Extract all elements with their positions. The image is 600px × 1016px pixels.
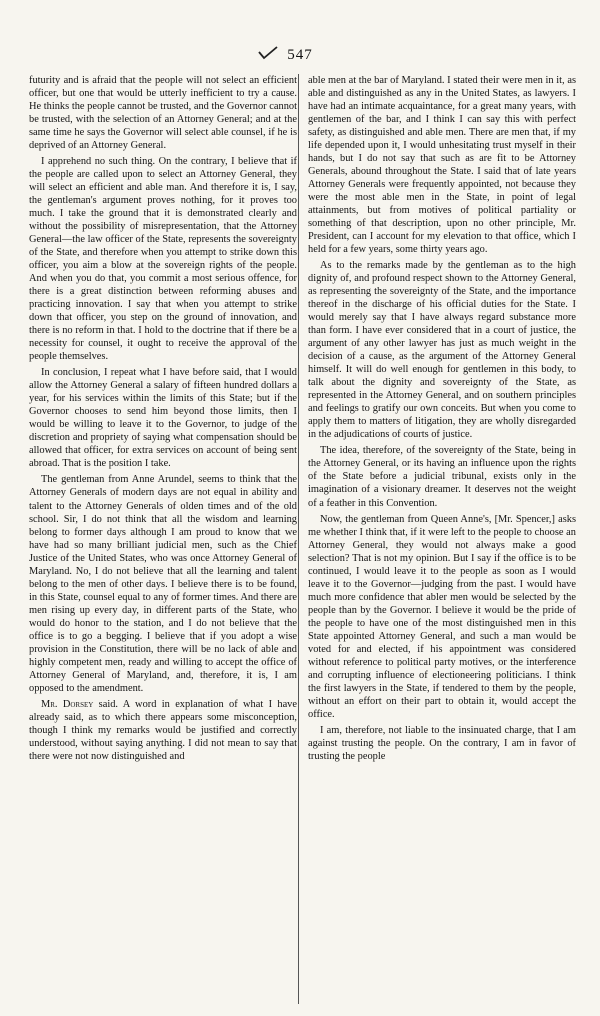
column-divider [298,74,299,1004]
paragraph: I apprehend no such thing. On the contrary, I believe that if the people are called upon to select an Attorney General, they will select an efficient and able man. And therefore it is, I say, the gentleman's argument proves nothing, for it proves too much. I take the ground that it is demonstrated clearly and without the possibility of misrepresentation, that the Attorney General—the law officer of the State, represents the sovereignty of the State, and therefore when you attempt to strike down this officer, you aim a blow at the sovereign rights of the people. And when you do that, you commit a most serious offence, for there is a great distinction between reforming abuses and practicing innovation. I say that when you attempt to strike down that officer, you step on the ground of innovation, and there is no reform in that. I hold to the doctrine that if there be a necessity for counsel, it ought to receive the approval of the people themselves. [29,156,297,363]
paragraph: As to the remarks made by the gentleman as to the high dignity of, and profound respect shown to the Attorney General, as representing the sovereignty of the State, and the importance thereof in the discharge of his official duties for the State. I would merely say that I have always regard substance more than form. I have ever considered that in a court of justice, the argument of any other lawyer has just as much weight in the decision of a cause, as the argument of the Attorney General himself. It will do well enough for gentlemen in this body, to talk about the dignity and sovereignty of the State, as represented in the Attorney General, and on southern principles and feelings to gratify our own conceits. But when you come to apply them to matters of litigation, they are wholly disregarded in the adjudications of courts of justice. [308,260,576,441]
paragraph: Now, the gentleman from Queen Anne's, [Mr. Spencer,] asks me whether I think that, if it were left to the people to choose an Attorney General, they would not always make a good selection? That is not my opinion. But I say if the office is to be continued, I would leave it to the people as soon as I would leave it to the Governor—judging from the past. I would have much more confidence that abler men would be selected by the people than by the Governor. I believe it would be the pride of the people to have one of the most distinguished men in this State appointed Attorney General, and such a man would be voted for and elected, if his appointment was considered without reference to political party motives, or the interference and corrupting influence of electioneering politicians. I think the first lawyers in the State, if tendered to them by the people, without an effort on their part to obtain it, would accept the office. [308,513,576,720]
paragraph: futurity and is afraid that the people will not select an efficient officer, but one that would be utterly inefficient to try a cause. He thinks the people cannot be trusted, and the Governor cannot be trusted, with the selection of an Attorney General; and at the same time he says the Governor will select able counsel, if he is deprived of an Attorney General. [29,75,297,152]
paragraph: The gentleman from Anne Arundel, seems to think that the Attorney Generals of modern days are not equal in ability and talent to the Attorney Generals of olden times and of the old school. Sir, I do not think that all the wisdom and learning belong to former days although I am proud to know that we have had so many brilliant judicial men, such as the Chief Justice of the United States, who was once Attorney General of Maryland. No, I do not believe that all the learning and talent belong to the men of other days. I believe there is to be found, in this State, counsel equal to any of former times. And there are men rising up every day, in different parts of the State, who would do honor to the station, and I do not believe that the office is to go a begging. I believe that if you adopt a wise provision in the Constitution, there will be no lack of able and highly competent men, ready and willing to accept the office of Attorney General of Maryland, and, therefore, it is, I am opposed to the amendment. [29,474,297,694]
speaker-paragraph [29,698,297,763]
speaker-name: Mr. Dorsey [41,698,94,710]
paragraph: The idea, therefore, of the sovereignty of the State, being in the Attorney General, or its having an influence upon the rights of the State before a judicial tribunal, exists only in the imagination of a visionary dreamer. It deserves not the weight of a feather in this Convention. [308,445,576,509]
left-column [29,74,297,1004]
paragraph: I am, therefore, not liable to the insinuated charge, that I am against trusting the people. On the contrary, I am in favor of trusting the people [308,724,576,762]
paragraph: able men at the bar of Maryland. I stated their were men in it, as able and distinguished as any in the United States, as lawyers. I have had an intimate acquaintance, for a great many years, with gentlemen of the bar, and I think I can say this with perfect safety, as distinguished and able men. There are men that, if my life depended upon it, I would unhesitating trust myself in their hands, but I do not say that such as are fit to be Attorney Generals, abound throughout the State. I said that of late years Attorney Generals were frequently appointed, not because they were the most able men in the State, in point of legal attainments, but from motives of political partiality or something of that description, upon no other principle, Mr. President, can I account for my elevation to that office, which I held for a few years, some thirty years ago. [308,75,576,256]
paragraph: In conclusion, I repeat what I have before said, that I would allow the Attorney General a salary of fifteen hundred dollars a year, for his services within the limits of this State; but if the Governor chooses to send him beyond those limits, then I would be willing to leave it to the Governor, to judge of the discretion and propriety of saying what compensation should be allowed that officer, for extra services on account of being sent abroad. That is the position I take. [29,367,297,470]
speaker-text: said. A word in explanation of what I have already said, as to which there appears some misconception, though I think my remarks would be justified and correctly understood, without saying anything. I did not mean to say that there were not now distinguished and [29,698,297,762]
page-number: 547 [287,47,313,63]
right-column [308,74,576,1004]
